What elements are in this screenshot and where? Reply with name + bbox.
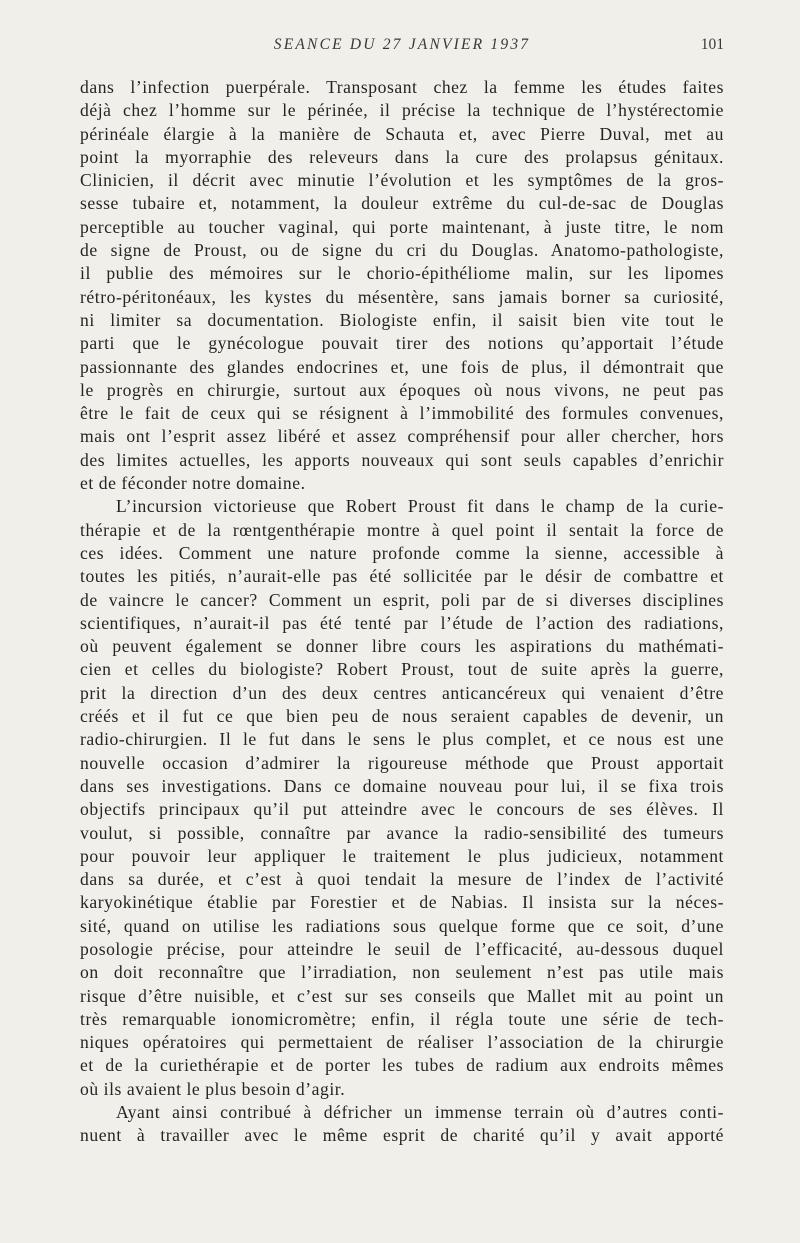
text-line: objectifs principaux qu’il put atteindre avec le concours de ses élèves. Il (80, 799, 724, 820)
text-line: des limites actuelles, les apports nouveaux qui sont seuls capables d’enrichir (80, 449, 724, 470)
text-line: le progrès en chirurgie, surtout aux époques où nous vivons, ne peut pas (80, 379, 724, 400)
running-title: SEANCE DU 27 JANVIER 1937 (273, 36, 531, 53)
text-line: il publie des mémoires sur le chorio-épithéliome malin, sur les lipomes (80, 263, 724, 284)
paragraph (80, 76, 724, 495)
text-line: posologie précise, pour atteindre le seuil de l’efficacité, au-dessous duquel (80, 938, 724, 959)
text-line: Clinicien, il décrit avec minutie l’évolution et les symptômes de la gros- (80, 170, 724, 191)
text-line: passionnante des glandes endocrines et, une fois de plus, il démontrait que (80, 356, 724, 377)
text-line: être le fait de ceux qui se résignent à l’immobilité des formules convenues, (80, 403, 724, 424)
text-line: cien et celles du biologiste? Robert Proust, tout de suite après la guerre, (80, 659, 724, 680)
text-line: sesse tubaire et, notamment, la douleur extrême du cul-de-sac de Douglas (80, 193, 724, 214)
paragraph (80, 1101, 724, 1148)
text-line: rétro-péritonéaux, les kystes du mésentère, sans jamais borner sa curiosité, (80, 286, 724, 307)
text-line: et de féconder notre domaine. (80, 473, 306, 494)
text-line: risque d’être nuisible, et c’est sur ses conseils que Mallet mit au point un (80, 985, 724, 1006)
text-line: où peuvent également se donner libre cours les aspirations du mathémati- (80, 636, 724, 657)
text-line: on doit reconnaître que l’irradiation, non seulement n’est pas utile mais (80, 962, 724, 983)
text-line: thérapie et de la rœntgenthérapie montre à quel point il sentait la force de (80, 519, 724, 540)
text-line: perceptible au toucher vaginal, qui porte maintenant, à juste titre, le nom (80, 216, 724, 237)
text-line: prit la direction d’un des deux centres anticancéreux qui venaient d’être (80, 682, 724, 703)
text-line: dans l’infection puerpérale. Transposant chez la femme les études faites (80, 77, 724, 97)
text-line: scientifiques, n’aurait-il pas été tenté par l’étude de l’action des radiations, (80, 612, 724, 633)
text-line: radio-chirurgien. Il le fut dans le sens le plus complet, et ce nous est une (80, 729, 724, 750)
text-line: et de la curiethérapie et de porter les tubes de radium aux endroits mêmes (80, 1055, 724, 1076)
text-line: point la myorraphie des releveurs dans la cure des prolapsus génitaux. (80, 146, 724, 167)
text-line: de vaincre le cancer? Comment un esprit, poli par de si diverses disciplines (80, 589, 724, 610)
text-line: L’incursion victorieuse que Robert Proust fit dans le champ de la curie- (116, 496, 724, 517)
text-line: Ayant ainsi contribué à défricher un immense terrain où d’autres conti- (116, 1102, 724, 1123)
text-line: ces idées. Comment une nature profonde comme la sienne, accessible à (80, 542, 724, 563)
text-line: dans sa durée, et c’est à quoi tendait la mesure de l’index de l’activité (80, 869, 724, 890)
running-head (80, 36, 724, 58)
body-text (80, 76, 724, 1148)
text-line: voulut, si possible, connaître par avance la radio-sensibilité des tumeurs (80, 822, 724, 843)
text-line: ni limiter sa documentation. Biologiste enfin, il saisit bien vite tout le (80, 309, 724, 330)
text-line: toutes les pitiés, n’aurait-elle pas été sollicitée par le désir de combattre et (80, 566, 724, 587)
text-line: créés et il fut ce que bien peu de nous seraient capables de devenir, un (80, 706, 724, 727)
page-number: 101 (700, 36, 724, 53)
text-line: sité, quand on utilise les radiations sous quelque forme que ce soit, d’une (80, 915, 724, 936)
paragraph (80, 495, 724, 1101)
text-line: nuent à travailler avec le même esprit de charité qu’il y avait apporté (80, 1125, 724, 1146)
text-line: de signe de Proust, ou de signe du cri du Douglas. Anatomo-pathologiste, (80, 240, 724, 261)
text-line: périnéale élargie à la manière de Schauta et, avec Pierre Duval, met au (80, 123, 724, 144)
text-line: dans ses investigations. Dans ce domaine nouveau pour lui, il se fixa trois (80, 775, 724, 796)
text-line: parti que le gynécologue pouvait tirer des notions qu’apportait l’étude (80, 333, 724, 354)
text-line: déjà chez l’homme sur le périnée, il précise la technique de l’hystérectomie (80, 100, 724, 121)
text-line: mais ont l’esprit assez libéré et assez compréhensif pour aller chercher, hors (80, 426, 724, 447)
text-line: très remarquable ionomicromètre; enfin, il régla toute une série de tech- (80, 1008, 724, 1029)
text-line: où ils avaient le plus besoin d’agir. (80, 1078, 346, 1099)
text-line: pour pouvoir leur appliquer le traitement le plus judicieux, notamment (80, 845, 724, 866)
text-line: nouvelle occasion d’admirer la rigoureuse méthode que Proust apportait (80, 752, 724, 773)
text-line: niques opératoires qui permettaient de réaliser l’association de la chirurgie (80, 1032, 724, 1053)
text-line: karyokinétique établie par Forestier et de Nabias. Il insista sur la néces- (80, 892, 724, 913)
